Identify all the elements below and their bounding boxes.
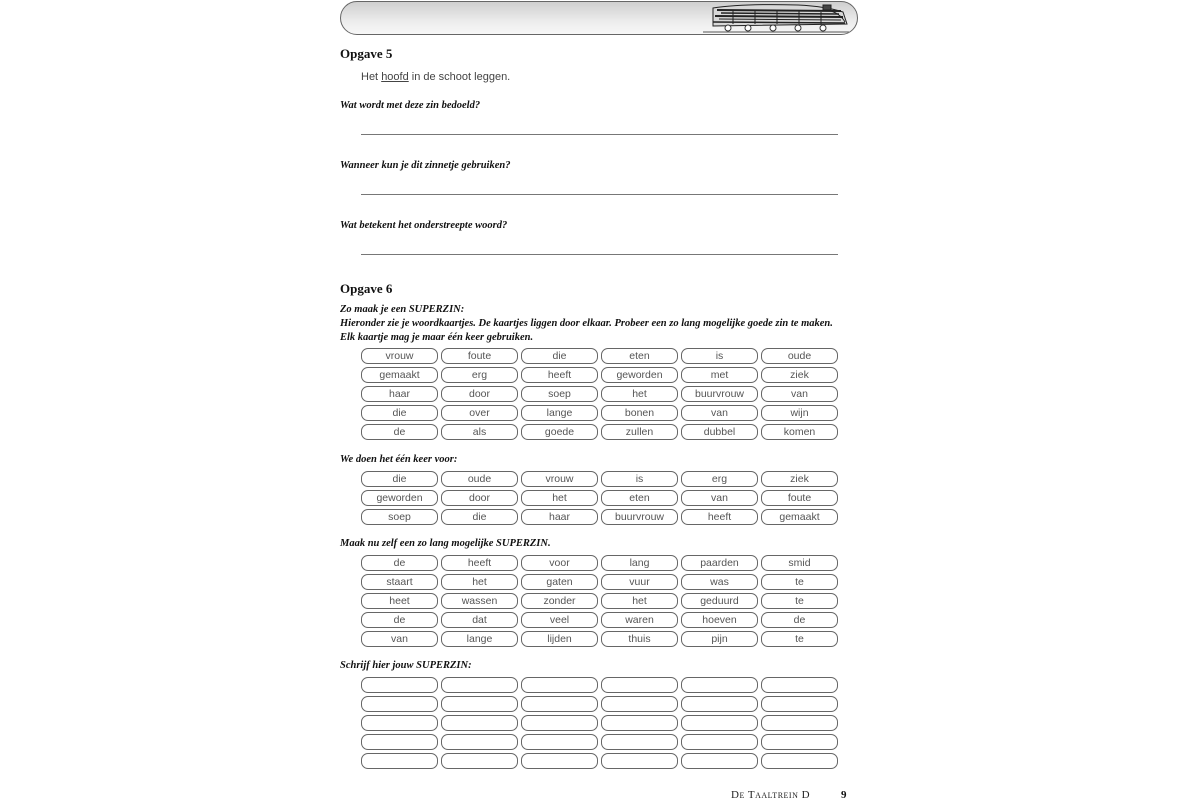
- word-card[interactable]: foute: [761, 490, 838, 506]
- word-card[interactable]: erg: [441, 367, 518, 383]
- answer-card[interactable]: [681, 677, 758, 693]
- word-card[interactable]: lang: [601, 555, 678, 571]
- write-label: Schrijf hier jouw SUPERZIN:: [340, 660, 472, 671]
- word-card[interactable]: foute: [441, 348, 518, 364]
- sentence-before: Het: [361, 71, 382, 83]
- word-card[interactable]: zullen: [601, 424, 678, 440]
- question-3: Wat betekent het onderstreepte woord?: [340, 220, 508, 231]
- answer-line-2[interactable]: [361, 194, 838, 195]
- word-card[interactable]: vuur: [601, 574, 678, 590]
- footer-book-title: De Taaltrein D: [731, 789, 811, 801]
- answer-card[interactable]: [361, 715, 438, 731]
- word-card[interactable]: geduurd: [681, 593, 758, 609]
- word-card[interactable]: het: [601, 593, 678, 609]
- word-card[interactable]: pijn: [681, 631, 758, 647]
- answer-card[interactable]: [441, 677, 518, 693]
- word-card[interactable]: lange: [521, 405, 598, 421]
- answer-card[interactable]: [681, 753, 758, 769]
- word-card[interactable]: gemaakt: [361, 367, 438, 383]
- answer-card[interactable]: [601, 734, 678, 750]
- word-card[interactable]: is: [601, 471, 678, 487]
- answer-card[interactable]: [601, 677, 678, 693]
- word-card[interactable]: eten: [601, 348, 678, 364]
- word-card[interactable]: door: [441, 386, 518, 402]
- question-2: Wanneer kun je dit zinnetje gebruiken?: [340, 160, 511, 171]
- word-card[interactable]: met: [681, 367, 758, 383]
- word-card[interactable]: van: [681, 405, 758, 421]
- opgave5-sentence: [361, 71, 510, 83]
- word-card[interactable]: dubbel: [681, 424, 758, 440]
- word-card[interactable]: van: [361, 631, 438, 647]
- word-card[interactable]: dat: [441, 612, 518, 628]
- word-card[interactable]: erg: [681, 471, 758, 487]
- word-card[interactable]: oude: [761, 348, 838, 364]
- opgave5-title: Opgave 5: [340, 46, 393, 61]
- answer-card[interactable]: [441, 753, 518, 769]
- word-card-grid-1: [361, 348, 839, 440]
- answer-card[interactable]: [521, 753, 598, 769]
- answer-card[interactable]: [761, 677, 838, 693]
- word-card[interactable]: haar: [361, 386, 438, 402]
- word-card[interactable]: het: [521, 490, 598, 506]
- opgave6-instructions: [340, 303, 840, 345]
- answer-card[interactable]: [681, 715, 758, 731]
- word-card[interactable]: heet: [361, 593, 438, 609]
- word-card[interactable]: waren: [601, 612, 678, 628]
- word-card[interactable]: thuis: [601, 631, 678, 647]
- word-card[interactable]: eten: [601, 490, 678, 506]
- word-card[interactable]: die: [441, 509, 518, 525]
- word-card[interactable]: het: [601, 386, 678, 402]
- word-card[interactable]: te: [761, 631, 838, 647]
- example-card-grid: [361, 471, 839, 525]
- word-card[interactable]: van: [681, 490, 758, 506]
- answer-card[interactable]: [361, 677, 438, 693]
- answer-card[interactable]: [441, 696, 518, 712]
- word-card[interactable]: over: [441, 405, 518, 421]
- answer-card[interactable]: [521, 677, 598, 693]
- word-card[interactable]: geworden: [361, 490, 438, 506]
- word-card[interactable]: goede: [521, 424, 598, 440]
- word-card[interactable]: is: [681, 348, 758, 364]
- word-card[interactable]: het: [441, 574, 518, 590]
- question-1: Wat wordt met deze zin bedoeld?: [340, 100, 481, 111]
- footer-page-number: 9: [841, 789, 847, 801]
- answer-card[interactable]: [681, 696, 758, 712]
- word-card[interactable]: als: [441, 424, 518, 440]
- answer-card[interactable]: [601, 753, 678, 769]
- word-card[interactable]: heeft: [521, 367, 598, 383]
- word-card[interactable]: heeft: [681, 509, 758, 525]
- word-card[interactable]: hoeven: [681, 612, 758, 628]
- word-card[interactable]: de: [761, 612, 838, 628]
- word-card[interactable]: haar: [521, 509, 598, 525]
- word-card[interactable]: geworden: [601, 367, 678, 383]
- word-card[interactable]: gemaakt: [761, 509, 838, 525]
- answer-card[interactable]: [521, 696, 598, 712]
- answer-card[interactable]: [361, 734, 438, 750]
- sentence-after: in de schoot leggen.: [408, 71, 511, 83]
- word-card[interactable]: was: [681, 574, 758, 590]
- answer-card[interactable]: [361, 753, 438, 769]
- answer-line-1[interactable]: [361, 134, 838, 135]
- word-card[interactable]: bonen: [601, 405, 678, 421]
- header-bar: [340, 1, 858, 35]
- word-card[interactable]: die: [361, 405, 438, 421]
- answer-card[interactable]: [601, 715, 678, 731]
- example-label: We doen het één keer voor:: [340, 454, 458, 465]
- word-card[interactable]: wassen: [441, 593, 518, 609]
- answer-card[interactable]: [361, 696, 438, 712]
- word-card[interactable]: oude: [441, 471, 518, 487]
- word-card[interactable]: die: [361, 471, 438, 487]
- answer-card[interactable]: [761, 734, 838, 750]
- word-card[interactable]: lijden: [521, 631, 598, 647]
- word-card[interactable]: zonder: [521, 593, 598, 609]
- word-card[interactable]: vrouw: [361, 348, 438, 364]
- make-label: Maak nu zelf een zo lang mogelijke SUPERZIN.: [340, 538, 551, 549]
- word-card[interactable]: gaten: [521, 574, 598, 590]
- answer-card[interactable]: [761, 715, 838, 731]
- instructions-line2: Hieronder zie je woordkaartjes. De kaartjes liggen door elkaar. Probeer een zo lang mogelijke goede zin te maken. Elk kaartje mag je maar één keer gebruiken.: [340, 318, 833, 343]
- answer-card[interactable]: [441, 715, 518, 731]
- write-card-grid: [361, 677, 839, 769]
- word-card[interactable]: staart: [361, 574, 438, 590]
- answer-card[interactable]: [761, 753, 838, 769]
- word-card[interactable]: komen: [761, 424, 838, 440]
- word-card[interactable]: smid: [761, 555, 838, 571]
- word-card[interactable]: van: [761, 386, 838, 402]
- word-card[interactable]: de: [361, 424, 438, 440]
- word-card[interactable]: ziek: [761, 471, 838, 487]
- answer-card[interactable]: [521, 715, 598, 731]
- word-card[interactable]: paarden: [681, 555, 758, 571]
- word-card[interactable]: de: [361, 555, 438, 571]
- answer-card[interactable]: [441, 734, 518, 750]
- word-card[interactable]: te: [761, 574, 838, 590]
- word-card[interactable]: ziek: [761, 367, 838, 383]
- word-card[interactable]: vrouw: [521, 471, 598, 487]
- word-card[interactable]: buurvrouw: [681, 386, 758, 402]
- word-card[interactable]: heeft: [441, 555, 518, 571]
- word-card[interactable]: lange: [441, 631, 518, 647]
- word-card[interactable]: door: [441, 490, 518, 506]
- answer-card[interactable]: [601, 696, 678, 712]
- word-card[interactable]: voor: [521, 555, 598, 571]
- underlined-word: hoofd: [381, 71, 409, 83]
- word-card[interactable]: buurvrouw: [601, 509, 678, 525]
- word-card[interactable]: die: [521, 348, 598, 364]
- word-card[interactable]: soep: [521, 386, 598, 402]
- answer-card[interactable]: [761, 696, 838, 712]
- word-card[interactable]: te: [761, 593, 838, 609]
- word-card-grid-2: [361, 555, 839, 647]
- answer-line-3[interactable]: [361, 254, 838, 255]
- answer-card[interactable]: [521, 734, 598, 750]
- word-card[interactable]: soep: [361, 509, 438, 525]
- answer-card[interactable]: [681, 734, 758, 750]
- word-card[interactable]: de: [361, 612, 438, 628]
- instructions-line1: Zo maak je een SUPERZIN:: [340, 304, 465, 315]
- word-card[interactable]: veel: [521, 612, 598, 628]
- train-icon: [703, 2, 853, 34]
- opgave6-title: Opgave 6: [340, 281, 393, 296]
- word-card[interactable]: wijn: [761, 405, 838, 421]
